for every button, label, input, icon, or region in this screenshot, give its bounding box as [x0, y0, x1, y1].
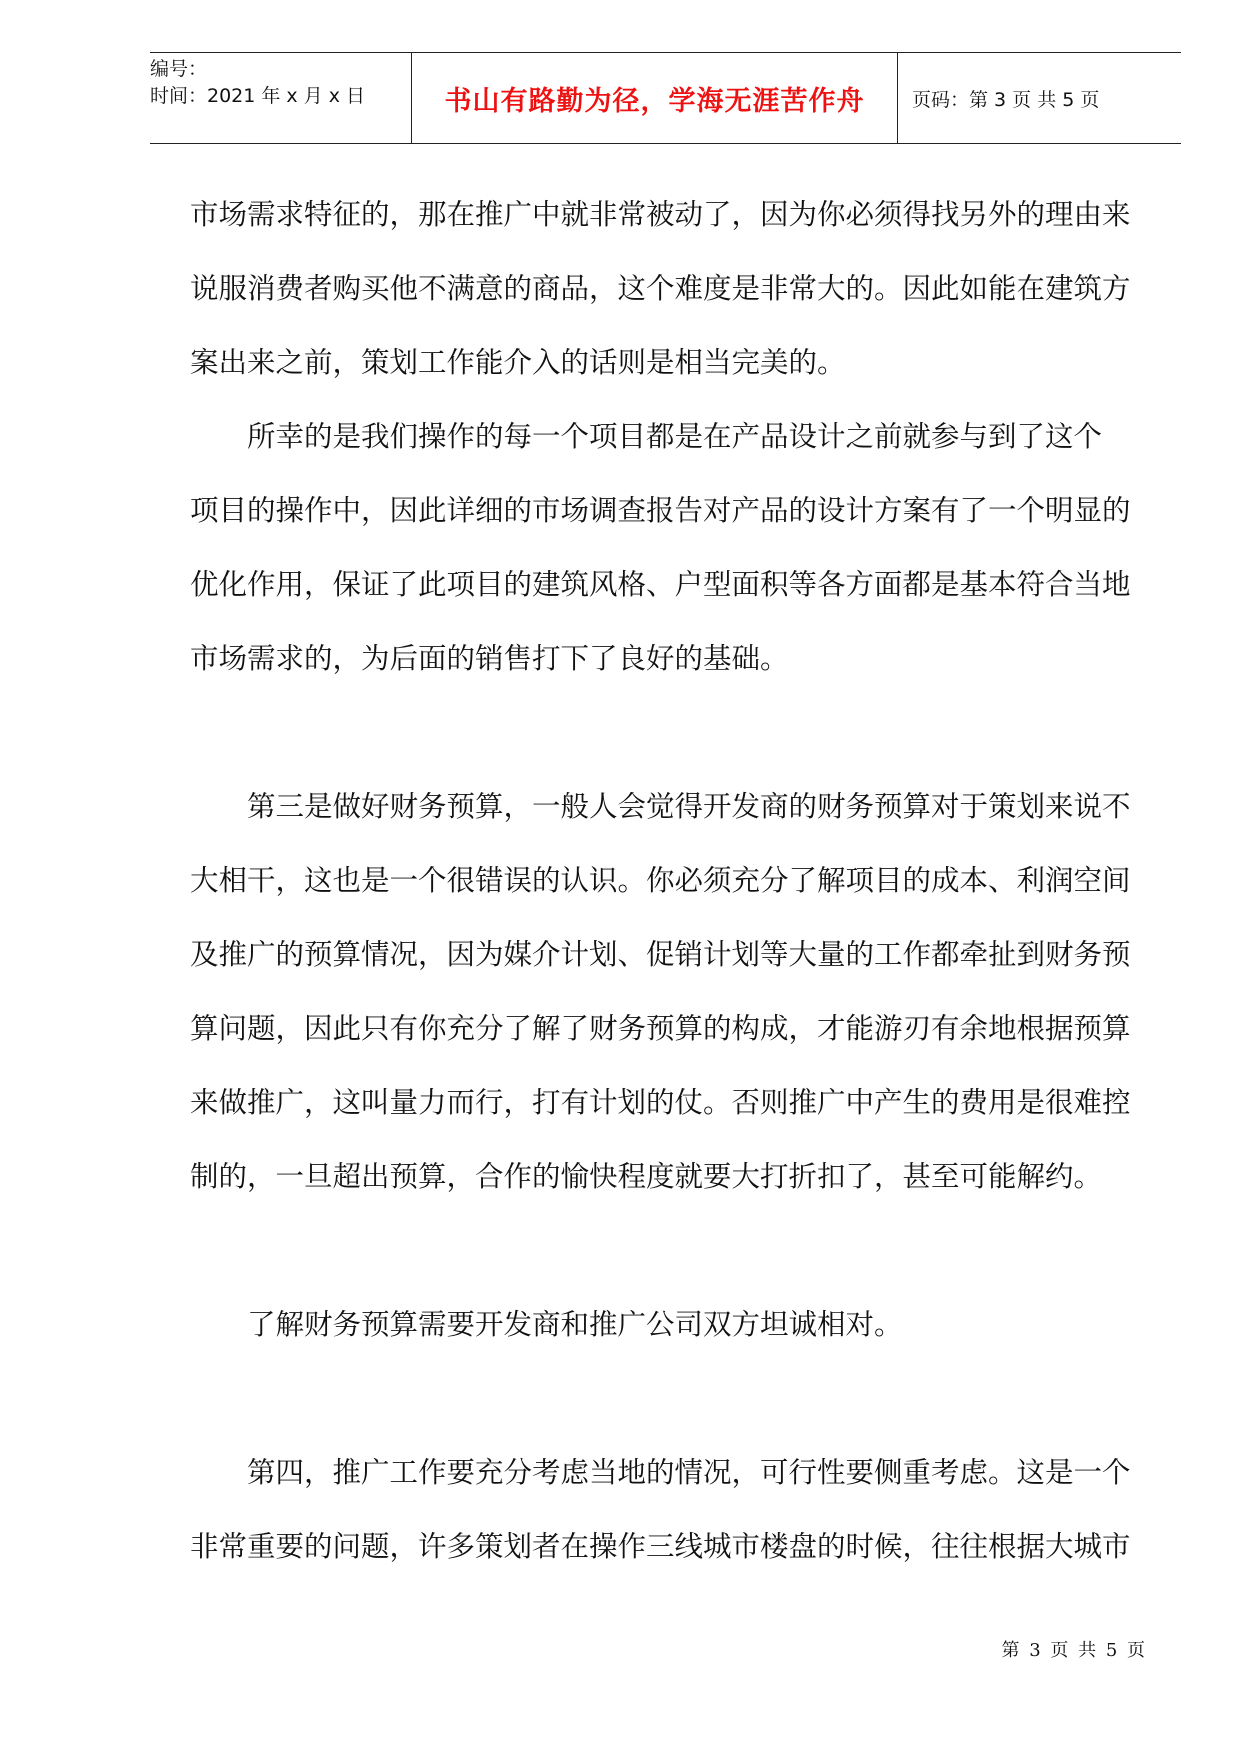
header-page-cell [898, 53, 1181, 143]
header-meta [150, 53, 411, 143]
document-body [190, 178, 1150, 1584]
document-date-label: 时间：2021 年 x 月 x 日 [150, 85, 366, 107]
text-line: 第三是做好财务预算，一般人会觉得开发商的财务预算对于策划来说不 [247, 790, 1131, 823]
text-line: 了解财务预算需要开发商和推广公司双方坦诚相对。 [247, 1308, 903, 1341]
paragraph [190, 770, 1150, 1214]
text-line: 及推广的预算情况，因为媒介计划、促销计划等大量的工作都牵扯到财务预 [190, 938, 1131, 971]
text-line: 项目的操作中，因此详细的市场调查报告对产品的设计方案有了一个明显的 [190, 494, 1131, 527]
text-line: 市场需求特征的，那在推广中就非常被动了，因为你必须得找另外的理由来 [190, 198, 1131, 231]
paragraph [190, 178, 1150, 400]
document-number-label: 编号： [150, 58, 208, 80]
text-line: 说服消费者购买他不满意的商品，这个难度是非常大的。因此如能在建筑方 [190, 272, 1131, 305]
header-page-number: 页码：第 3 页 共 5 页 [912, 88, 1100, 111]
page-footer: 第 3 页 共 5 页 [1001, 1640, 1147, 1661]
header-motto-cell [411, 53, 898, 143]
paragraph [190, 1288, 1150, 1362]
text-line: 大相干，这也是一个很错误的认识。你必须充分了解项目的成本、利润空间 [190, 864, 1131, 897]
paragraph [190, 1436, 1150, 1584]
text-line: 算问题，因此只有你充分了解了财务预算的构成，才能游刃有余地根据预算 [190, 1012, 1131, 1045]
paragraph [190, 400, 1150, 696]
text-line: 非常重要的问题，许多策划者在操作三线城市楼盘的时候，往往根据大城市 [190, 1530, 1131, 1563]
text-line: 第四，推广工作要充分考虑当地的情况，可行性要侧重考虑。这是一个 [247, 1456, 1131, 1489]
text-line: 市场需求的，为后面的销售打下了良好的基础。 [190, 642, 789, 675]
text-line: 案出来之前，策划工作能介入的话则是相当完美的。 [190, 346, 846, 379]
text-line: 制的，一旦超出预算，合作的愉快程度就要大打折扣了，甚至可能解约。 [190, 1160, 1103, 1193]
header-motto: 书山有路勤为径，学海无涯苦作舟 [444, 85, 865, 117]
text-line: 所幸的是我们操作的每一个项目都是在产品设计之前就参与到了这个 [247, 420, 1103, 453]
text-line: 来做推广，这叫量力而行，打有计划的仗。否则推广中产生的费用是很难控 [190, 1086, 1131, 1119]
text-line: 优化作用，保证了此项目的建筑风格、户型面积等各方面都是基本符合当地 [190, 568, 1131, 601]
page-header [150, 52, 1181, 144]
